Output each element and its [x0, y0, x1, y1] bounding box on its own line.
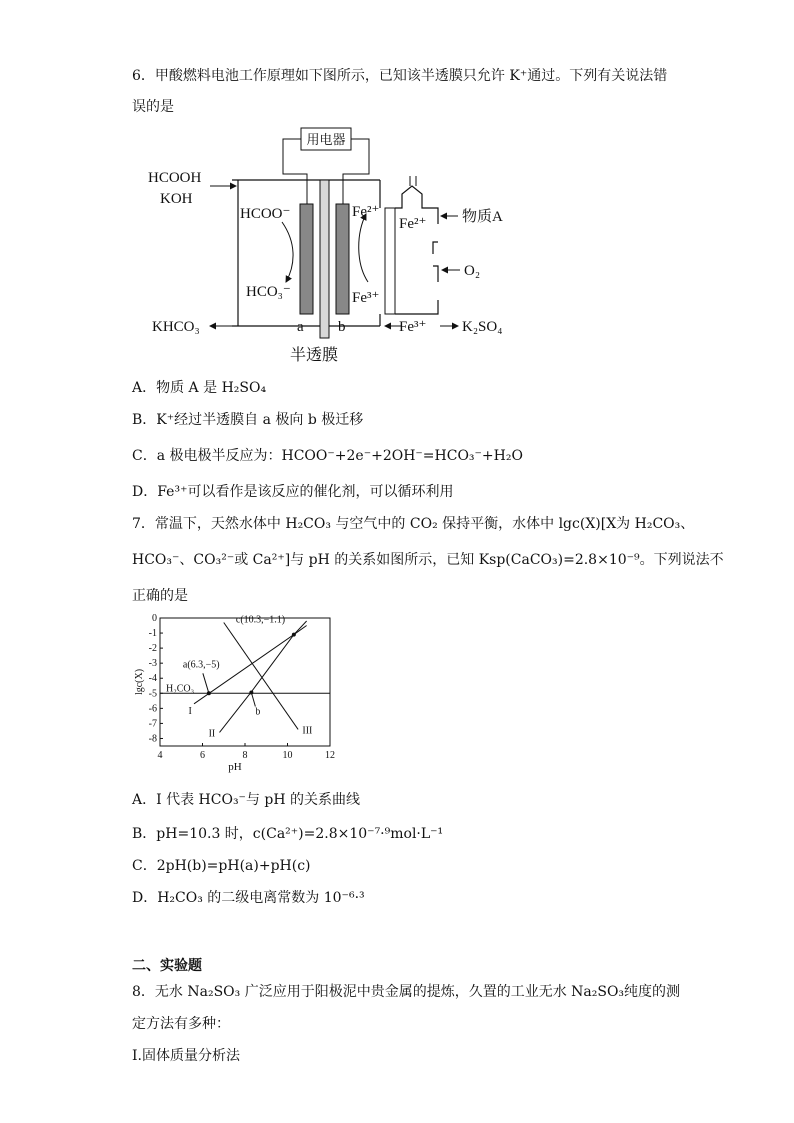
y-tick-label: -1	[148, 628, 157, 640]
y-tick-label: -5	[148, 688, 157, 700]
q6-option-c: C．a 极电极半反应为：HCOO⁻+2e⁻+2OH⁻=HCO₃⁻+H₂O	[132, 448, 523, 464]
fuel-cell-diagram	[140, 124, 530, 369]
series-label-I: I	[188, 705, 192, 717]
q6-stem-line1: 6．甲酸燃料电池工作原理如下图所示，已知该半透膜只允许 K⁺通过。下列有关说法错	[132, 68, 668, 84]
annotation-point	[292, 633, 296, 637]
device-label: 用电器	[306, 132, 346, 147]
annotation-leader	[203, 673, 209, 693]
annotation-leader	[251, 693, 255, 707]
electrode-a-label: a	[297, 319, 304, 335]
q7-option-c: C．2pH(b)=pH(a)+pH(c)	[132, 858, 311, 874]
q8-stem-line1: 8．无水 Na₂SO₃ 广泛应用于阳极泥中贵金属的提炼，久置的工业无水 Na₂SO₃纯度的测	[132, 984, 681, 1000]
q7-stem-line2: HCO₃⁻、CO₃²⁻或 Ca²⁺]与 pH 的关系如图所示，已知 Ksp(CaCO₃)=2.8×10⁻⁹。下列说法不	[132, 552, 724, 568]
q8-sub1: I.固体质量分析法	[132, 1048, 240, 1064]
q7-option-a: A．I 代表 HCO₃⁻与 pH 的关系曲线	[132, 792, 361, 808]
q7-stem-line1: 7．常温下，天然水体中 H₂CO₃ 与空气中的 CO₂ 保持平衡，水体中 lgc(X)[X为 H₂CO₃、	[132, 516, 695, 532]
series-label-H₂CO₃: H₂CO₃	[166, 683, 195, 695]
ion-fe3-cell: Fe³⁺	[352, 290, 380, 306]
y-tick-label: -6	[148, 703, 157, 715]
q6-option-a: A．物质 A 是 H₂SO₄	[132, 380, 267, 396]
in-left-1: HCOOH	[148, 170, 202, 186]
in-left-2: KOH	[160, 191, 193, 207]
q6-option-d: D．Fe³⁺可以看作是该反应的催化剂，可以循环利用	[132, 484, 454, 500]
x-tick-label: 8	[242, 750, 248, 761]
ion-fe2-tank: Fe²⁺	[399, 216, 427, 232]
ion-fe3-tank: Fe³⁺	[399, 319, 427, 335]
in-substance: 物质A	[462, 209, 503, 225]
out-k2so4: K₂SO₄	[462, 319, 503, 335]
y-tick-label: -4	[148, 673, 157, 685]
ion-hcoo: HCOO⁻	[240, 206, 291, 222]
series-label-II: II	[208, 728, 216, 740]
x-tick-label: 4	[157, 750, 163, 761]
y-tick-label: -3	[148, 658, 157, 670]
y-tick-label: -8	[148, 733, 157, 745]
q7-option-d: D．H₂CO₃ 的二级电离常数为 10⁻⁶·³	[132, 890, 365, 906]
out-left: KHCO₃	[152, 319, 200, 335]
membrane-label: 半透膜	[290, 347, 339, 364]
annotation-label: b	[255, 706, 261, 718]
series-label-III: III	[302, 725, 313, 737]
annotation-label: a(6.3,−5)	[182, 659, 220, 671]
membrane	[320, 180, 329, 338]
electrode-b	[336, 204, 349, 314]
y-tick-label: -7	[148, 718, 157, 730]
y-tick-label: 0	[152, 613, 157, 624]
y-tick-label: -2	[148, 643, 157, 655]
q6-stem-line2: 误的是	[132, 99, 174, 115]
y-axis-label: lgc(X)	[134, 668, 145, 696]
lgc-ph-chart	[132, 610, 342, 780]
x-tick-label: 10	[282, 750, 293, 761]
x-tick-label: 12	[325, 750, 335, 761]
annotation-label: c(10.3,−1.1)	[235, 614, 286, 626]
electrode-b-label: b	[338, 319, 346, 335]
q8-stem-line2: 定方法有多种：	[132, 1016, 230, 1032]
section-title: 二、实验题	[132, 958, 202, 974]
q7-stem-line3: 正确的是	[132, 588, 188, 604]
electrode-a	[300, 204, 313, 314]
ion-fe2-cell: Fe²⁺	[352, 204, 380, 220]
x-axis-label: pH	[228, 761, 242, 773]
x-tick-label: 6	[200, 750, 205, 761]
in-o2: O₂	[464, 263, 481, 279]
q6-option-b: B．K⁺经过半透膜自 a 极向 b 极迁移	[132, 412, 364, 428]
ion-hco3: HCO₃⁻	[246, 284, 291, 300]
q7-option-b: B．pH=10.3 时，c(Ca²⁺)=2.8×10⁻⁷·⁹mol·L⁻¹	[132, 826, 444, 842]
